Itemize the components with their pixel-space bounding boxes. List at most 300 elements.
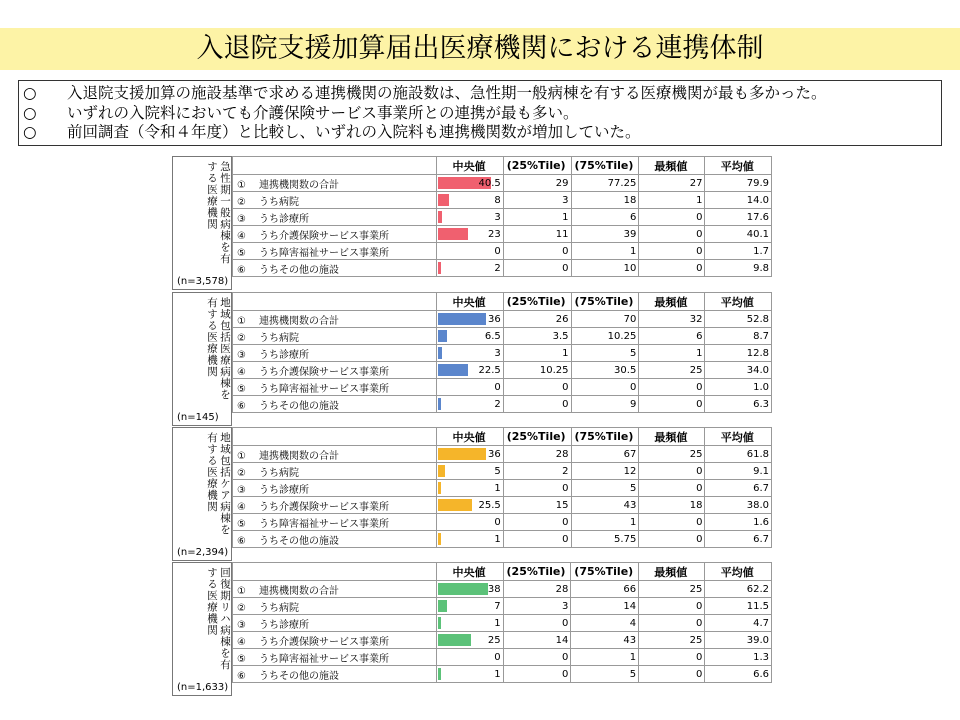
median-bar (438, 482, 441, 494)
column-header: (25%Tile) (503, 293, 571, 311)
row-label-cell (233, 531, 437, 548)
mode-value: 0 (639, 598, 705, 615)
column-header: 最頻値 (639, 293, 705, 311)
row-label-cell (233, 260, 437, 277)
p25-value: 3.5 (503, 328, 571, 345)
median-value: 1 (494, 668, 501, 680)
row-label: うち障害福祉サービス事業所 (259, 247, 389, 259)
row-label-cell (233, 311, 437, 328)
median-cell (437, 531, 503, 548)
row-number: ① (237, 179, 246, 191)
column-header: (25%Tile) (503, 428, 571, 446)
bullet-icon: ○ (23, 103, 37, 122)
header-blank-cell (233, 157, 437, 175)
table-header-row (233, 428, 772, 446)
mean-value: 17.6 (705, 209, 772, 226)
row-label: うち病院 (259, 332, 299, 344)
mean-value: 62.2 (705, 581, 772, 598)
mode-value: 27 (639, 175, 705, 192)
median-value: 2 (494, 262, 501, 274)
table-row (233, 514, 772, 531)
mean-value: 8.7 (705, 328, 772, 345)
mode-value: 1 (639, 192, 705, 209)
mode-value: 0 (639, 243, 705, 260)
row-label-cell (233, 649, 437, 666)
p75-value: 5 (571, 666, 639, 683)
median-cell (437, 446, 503, 463)
stats-table (232, 292, 772, 413)
p75-value: 43 (571, 497, 639, 514)
category-label: 急性期一般病棟を有する医療機関 (206, 161, 231, 265)
row-label: うち診療所 (259, 619, 309, 631)
mean-value: 40.1 (705, 226, 772, 243)
median-bar (438, 330, 447, 342)
row-label-cell (233, 514, 437, 531)
table-header-row (233, 157, 772, 175)
mean-value: 9.1 (705, 463, 772, 480)
summary-text: 入退院支援加算の施設基準で求める連携機関の施設数は、急性期一般病棟を有する医療機関が最も多かった。 (67, 84, 827, 102)
row-label: うちその他の施設 (259, 535, 339, 547)
column-header: 最頻値 (639, 157, 705, 175)
median-bar (438, 194, 449, 206)
summary-text: 前回調査（令和４年度）と比較し、いずれの入院料も連携機関数が増加していた。 (67, 123, 641, 141)
median-cell (437, 192, 503, 209)
median-cell (437, 379, 503, 396)
stats-table (232, 156, 772, 277)
median-bar (438, 364, 468, 376)
row-number: ③ (237, 484, 246, 496)
p25-value: 0 (503, 666, 571, 683)
table-row (233, 581, 772, 598)
row-label: うち病院 (259, 467, 299, 479)
category-label-box (172, 562, 232, 696)
p75-value: 66 (571, 581, 639, 598)
row-number: ② (237, 467, 246, 479)
table-row (233, 649, 772, 666)
p75-value: 1 (571, 243, 639, 260)
median-cell (437, 666, 503, 683)
mean-value: 12.8 (705, 345, 772, 362)
row-label: うち診療所 (259, 484, 309, 496)
median-value: 0 (494, 516, 501, 528)
mode-value: 18 (639, 497, 705, 514)
row-number: ③ (237, 619, 246, 631)
median-cell (437, 362, 503, 379)
row-label: 連携機関数の合計 (259, 585, 339, 597)
row-number: ⑤ (237, 383, 246, 395)
p25-value: 29 (503, 175, 571, 192)
mode-value: 25 (639, 446, 705, 463)
median-value: 1 (494, 482, 501, 494)
p25-value: 2 (503, 463, 571, 480)
median-cell (437, 311, 503, 328)
p75-value: 10.25 (571, 328, 639, 345)
row-label-cell (233, 480, 437, 497)
median-value: 0 (494, 381, 501, 393)
sample-size-label: (n=1,633) (177, 682, 229, 693)
mode-value: 0 (639, 480, 705, 497)
median-bar (438, 262, 441, 274)
row-label: うち介護保険サービス事業所 (259, 501, 389, 513)
row-number: ④ (237, 501, 246, 513)
row-number: ② (237, 332, 246, 344)
mode-value: 0 (639, 260, 705, 277)
table-row (233, 379, 772, 396)
category-label: 地域包括ケア病棟を有する医療機関 (206, 432, 231, 536)
median-bar (438, 668, 441, 680)
mean-value: 52.8 (705, 311, 772, 328)
column-header: 平均値 (705, 563, 772, 581)
median-cell (437, 243, 503, 260)
row-number: ⑥ (237, 670, 246, 682)
mean-value: 6.6 (705, 666, 772, 683)
mean-value: 39.0 (705, 632, 772, 649)
column-header: (75%Tile) (571, 563, 639, 581)
header-blank-cell (233, 563, 437, 581)
mode-value: 25 (639, 362, 705, 379)
p25-value: 3 (503, 192, 571, 209)
row-number: ⑥ (237, 400, 246, 412)
column-header: (75%Tile) (571, 428, 639, 446)
median-cell (437, 345, 503, 362)
table-row (233, 480, 772, 497)
p75-value: 5 (571, 345, 639, 362)
summary-text: いずれの入院料においても介護保険サービス事業所との連携が最も多い。 (67, 103, 579, 122)
row-label-cell (233, 192, 437, 209)
table-row (233, 226, 772, 243)
row-label-cell (233, 226, 437, 243)
mode-value: 0 (639, 226, 705, 243)
median-bar (438, 583, 488, 595)
median-value: 1 (494, 533, 501, 545)
table-row (233, 345, 772, 362)
p25-value: 0 (503, 649, 571, 666)
row-label-cell (233, 632, 437, 649)
median-cell (437, 514, 503, 531)
table-row (233, 531, 772, 548)
p25-value: 14 (503, 632, 571, 649)
column-header: (75%Tile) (571, 157, 639, 175)
table-row (233, 396, 772, 413)
median-bar (438, 465, 445, 477)
category-label-box (172, 292, 232, 426)
median-cell (437, 209, 503, 226)
p25-value: 1 (503, 209, 571, 226)
data-panel (172, 156, 772, 290)
row-label-cell (233, 581, 437, 598)
row-number: ② (237, 602, 246, 614)
mean-value: 9.8 (705, 260, 772, 277)
row-label: うち障害福祉サービス事業所 (259, 518, 389, 530)
data-panel (172, 427, 772, 561)
median-bar (438, 313, 486, 325)
row-number: ⑥ (237, 535, 246, 547)
row-label-cell (233, 396, 437, 413)
median-bar (438, 617, 441, 629)
median-value: 40.5 (478, 177, 501, 189)
median-value: 25 (487, 634, 501, 646)
row-number: ⑥ (237, 264, 246, 276)
row-label: 連携機関数の合計 (259, 450, 339, 462)
table-row (233, 328, 772, 345)
median-value: 2 (494, 398, 501, 410)
column-header: 平均値 (705, 157, 772, 175)
row-label-cell (233, 243, 437, 260)
median-cell (437, 632, 503, 649)
category-label-box (172, 427, 232, 561)
median-value: 8 (494, 194, 501, 206)
median-value: 23 (488, 228, 501, 240)
table-row (233, 632, 772, 649)
median-value: 3 (494, 347, 501, 359)
table-row (233, 666, 772, 683)
mean-value: 6.7 (705, 480, 772, 497)
p25-value: 0 (503, 379, 571, 396)
median-value: 1 (494, 617, 501, 629)
table-row (233, 260, 772, 277)
p25-value: 3 (503, 598, 571, 615)
row-label: 連携機関数の合計 (259, 315, 339, 327)
table-row (233, 175, 772, 192)
median-cell (437, 615, 503, 632)
mode-value: 0 (639, 396, 705, 413)
table-row (233, 243, 772, 260)
p75-value: 4 (571, 615, 639, 632)
row-label-cell (233, 345, 437, 362)
p75-value: 67 (571, 446, 639, 463)
row-number: ⑤ (237, 247, 246, 259)
median-cell (437, 480, 503, 497)
bullet-icon: ○ (23, 123, 37, 141)
p75-value: 39 (571, 226, 639, 243)
mode-value: 1 (639, 345, 705, 362)
p75-value: 1 (571, 514, 639, 531)
p75-value: 14 (571, 598, 639, 615)
p75-value: 18 (571, 192, 639, 209)
category-label-box (172, 156, 232, 290)
p25-value: 0 (503, 615, 571, 632)
p75-value: 10 (571, 260, 639, 277)
p75-value: 12 (571, 463, 639, 480)
median-cell (437, 260, 503, 277)
row-number: ④ (237, 636, 246, 648)
p75-value: 6 (571, 209, 639, 226)
bullet-icon: ○ (23, 84, 37, 102)
median-bar (438, 398, 441, 410)
table-header-row (233, 293, 772, 311)
mode-value: 0 (639, 666, 705, 683)
median-value: 38 (487, 583, 501, 595)
p25-value: 0 (503, 260, 571, 277)
row-label-cell (233, 666, 437, 683)
median-bar (438, 600, 447, 612)
column-header: 中央値 (437, 428, 503, 446)
row-label-cell (233, 209, 437, 226)
median-cell (437, 226, 503, 243)
p25-value: 11 (503, 226, 571, 243)
p75-value: 5 (571, 480, 639, 497)
median-bar (438, 347, 442, 359)
header-blank-cell (233, 293, 437, 311)
median-cell (437, 581, 503, 598)
page-title: 入退院支援加算届出医療機関における連携体制 (196, 33, 764, 64)
p75-value: 77.25 (571, 175, 639, 192)
column-header: 中央値 (437, 157, 503, 175)
row-number: ⑤ (237, 653, 246, 665)
sample-size-label: (n=145) (177, 412, 219, 423)
table-row (233, 497, 772, 514)
row-number: ③ (237, 213, 246, 225)
row-number: ④ (237, 366, 246, 378)
summary-line (23, 104, 941, 124)
sample-size-label: (n=3,578) (177, 276, 229, 287)
row-label: うちその他の施設 (259, 264, 339, 276)
mean-value: 6.3 (705, 396, 772, 413)
mode-value: 25 (639, 581, 705, 598)
column-header: 平均値 (705, 293, 772, 311)
row-label: うち介護保険サービス事業所 (259, 636, 389, 648)
mode-value: 6 (639, 328, 705, 345)
p75-value: 43 (571, 632, 639, 649)
mode-value: 0 (639, 649, 705, 666)
median-value: 25.5 (478, 499, 501, 511)
mode-value: 0 (639, 615, 705, 632)
row-label-cell (233, 362, 437, 379)
median-bar (438, 211, 442, 223)
p25-value: 0 (503, 480, 571, 497)
row-label-cell (233, 615, 437, 632)
mode-value: 0 (639, 531, 705, 548)
row-label-cell (233, 598, 437, 615)
median-bar (438, 499, 472, 511)
mean-value: 11.5 (705, 598, 772, 615)
mean-value: 38.0 (705, 497, 772, 514)
mean-value: 1.0 (705, 379, 772, 396)
row-label: うち診療所 (259, 349, 309, 361)
p75-value: 9 (571, 396, 639, 413)
row-number: ① (237, 450, 246, 462)
mean-value: 1.6 (705, 514, 772, 531)
median-value: 6.5 (484, 330, 501, 342)
median-cell (437, 328, 503, 345)
column-header: 最頻値 (639, 563, 705, 581)
column-header: 最頻値 (639, 428, 705, 446)
column-header: 中央値 (437, 293, 503, 311)
median-bar (438, 448, 486, 460)
p25-value: 10.25 (503, 362, 571, 379)
table-row (233, 362, 772, 379)
stats-table (232, 562, 772, 683)
row-label-cell (233, 463, 437, 480)
median-value: 22.5 (478, 364, 501, 376)
median-value: 3 (494, 211, 501, 223)
row-number: ① (237, 585, 246, 597)
mode-value: 0 (639, 463, 705, 480)
mode-value: 32 (639, 311, 705, 328)
row-label: うち障害福祉サービス事業所 (259, 653, 389, 665)
p25-value: 0 (503, 514, 571, 531)
p25-value: 26 (503, 311, 571, 328)
p25-value: 1 (503, 345, 571, 362)
row-label: うち診療所 (259, 213, 309, 225)
p75-value: 5.75 (571, 531, 639, 548)
stats-table (232, 427, 772, 548)
median-bar (438, 533, 441, 545)
median-value: 0 (494, 245, 501, 257)
p25-value: 0 (503, 396, 571, 413)
table-row (233, 209, 772, 226)
summary-line (23, 84, 941, 104)
row-label: うち介護保険サービス事業所 (259, 366, 389, 378)
p25-value: 28 (503, 581, 571, 598)
median-cell (437, 598, 503, 615)
p75-value: 30.5 (571, 362, 639, 379)
p25-value: 15 (503, 497, 571, 514)
row-label: うちその他の施設 (259, 400, 339, 412)
row-label: 連携機関数の合計 (259, 179, 339, 191)
row-number: ④ (237, 230, 246, 242)
table-header-row (233, 563, 772, 581)
p25-value: 0 (503, 243, 571, 260)
column-header: 平均値 (705, 428, 772, 446)
row-label-cell (233, 328, 437, 345)
median-bar (438, 228, 468, 240)
category-label: 地域包括医療病棟を有する医療機関 (206, 297, 231, 401)
row-label-cell (233, 379, 437, 396)
mode-value: 25 (639, 632, 705, 649)
p25-value: 0 (503, 531, 571, 548)
mean-value: 4.7 (705, 615, 772, 632)
mean-value: 1.3 (705, 649, 772, 666)
median-bar (438, 634, 471, 646)
row-number: ② (237, 196, 246, 208)
median-value: 7 (494, 600, 501, 612)
mean-value: 6.7 (705, 531, 772, 548)
summary-box (18, 80, 942, 146)
row-label-cell (233, 175, 437, 192)
p75-value: 70 (571, 311, 639, 328)
mean-value: 79.9 (705, 175, 772, 192)
median-value: 36 (488, 313, 501, 325)
column-header: (25%Tile) (503, 157, 571, 175)
row-number: ⑤ (237, 518, 246, 530)
median-value: 5 (494, 465, 501, 477)
table-row (233, 463, 772, 480)
row-label: うち病院 (259, 602, 299, 614)
mode-value: 0 (639, 514, 705, 531)
data-panel (172, 292, 772, 426)
median-cell (437, 497, 503, 514)
summary-line (23, 123, 941, 143)
table-row (233, 311, 772, 328)
table-row (233, 615, 772, 632)
mean-value: 14.0 (705, 192, 772, 209)
mode-value: 0 (639, 209, 705, 226)
median-cell (437, 175, 503, 192)
p75-value: 1 (571, 649, 639, 666)
median-cell (437, 396, 503, 413)
header-blank-cell (233, 428, 437, 446)
row-label-cell (233, 446, 437, 463)
p75-value: 0 (571, 379, 639, 396)
mean-value: 34.0 (705, 362, 772, 379)
table-row (233, 192, 772, 209)
data-panel (172, 562, 772, 696)
mode-value: 0 (639, 379, 705, 396)
column-header: (75%Tile) (571, 293, 639, 311)
table-row (233, 446, 772, 463)
row-label: うち介護保険サービス事業所 (259, 230, 389, 242)
